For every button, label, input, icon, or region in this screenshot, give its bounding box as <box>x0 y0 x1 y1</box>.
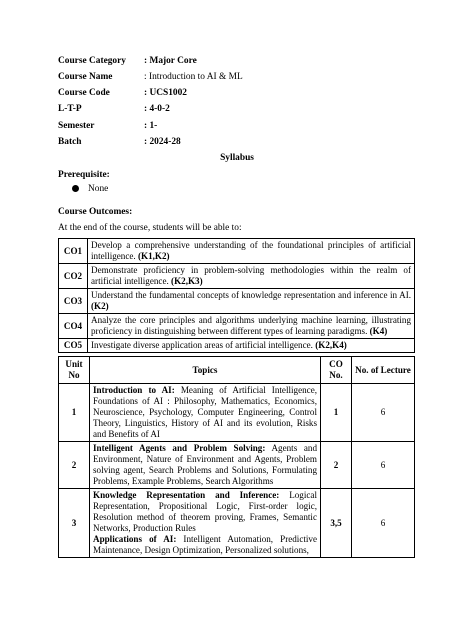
course-info-label: Semester <box>58 121 95 131</box>
course-info-value: : 4-0-2 <box>144 104 170 114</box>
knowledge-level-tag: (K1,K2) <box>137 251 170 261</box>
unit-number: 1 <box>59 384 90 442</box>
topic-description <box>90 489 321 558</box>
knowledge-level-tag: (K4) <box>369 326 388 336</box>
course-outcomes-table <box>58 238 415 353</box>
course-outcomes-intro: At the end of the course, students will be able to: <box>58 223 242 233</box>
unit-number: 2 <box>59 442 90 489</box>
topic-body: Meaning of Artificial Intelligence, Foundations of AI : Philosophy, Mathematics, Economics, Neuroscience, Psychology, Computer Engineering, Control Theory, Linguistics, History of AI and its evolution, Risks and Benefits of AI <box>93 385 317 439</box>
course-outcome-row <box>59 314 415 339</box>
topic-description <box>90 384 321 442</box>
co-no-header: CO No. <box>321 357 352 384</box>
topic-title: Applications of AI: <box>93 534 177 544</box>
course-outcome-text <box>88 314 415 339</box>
course-info-value: : Major Core <box>144 56 197 66</box>
course-outcome-row <box>59 289 415 314</box>
prerequisite-heading: Prerequisite: <box>58 170 110 180</box>
course-outcome-row <box>59 264 415 289</box>
co-number: 2 <box>321 442 352 489</box>
course-outcome-text <box>88 289 415 314</box>
topic-description <box>90 442 321 489</box>
unit-number: 3 <box>59 489 90 558</box>
course-outcome-text <box>88 264 415 289</box>
course-outcome-row <box>59 339 415 353</box>
course-outcome-id: CO3 <box>59 289 88 314</box>
topic-row <box>59 384 415 442</box>
prerequisite-item <box>72 184 108 194</box>
lecture-count: 6 <box>352 489 415 558</box>
topic-body: Agents and Environment, Nature of Environment and Agents, Problem solving agent, Search Problems and Solutions, Formulating Problems, Example Problems, Search Algorithms <box>93 443 317 486</box>
topic-title: Introduction to AI: <box>93 385 175 395</box>
lecture-count: 6 <box>352 442 415 489</box>
course-info-label: Course Name <box>58 72 113 82</box>
course-outcome-text <box>88 239 415 264</box>
knowledge-level-tag: (K2,K4) <box>315 340 347 350</box>
topic-body: Intelligent Automation, Predictive Maintenance, Design Optimization, Personalized solutions, <box>93 534 317 555</box>
course-info-label: Course Code <box>58 88 110 98</box>
course-info-label: L-T-P <box>58 104 82 114</box>
topics-header: Topics <box>90 357 321 384</box>
course-outcome-row <box>59 239 415 264</box>
course-outcome-id: CO1 <box>59 239 88 264</box>
syllabus-heading: Syllabus <box>220 153 254 163</box>
topic-block <box>93 443 317 487</box>
topics-table <box>58 356 415 558</box>
course-outcome-text <box>88 339 415 353</box>
prerequisite-item-text: None <box>88 184 109 194</box>
topic-block <box>93 534 317 556</box>
no-of-lecture-header: No. of Lecture <box>352 357 415 384</box>
unit-no-header: Unit No <box>59 357 90 384</box>
co-number: 1 <box>321 384 352 442</box>
course-info-value: : 1- <box>144 121 158 131</box>
topic-body: Logical Representation, Propositional Logic, First-order logic, Resolution method of theorem proving, Frames, Semantic Networks, Production Rules <box>93 490 317 533</box>
course-info-label: Batch <box>58 137 82 147</box>
knowledge-level-tag: (K2) <box>91 301 109 311</box>
course-outcome-id: CO5 <box>59 339 88 353</box>
topic-title: Knowledge Representation and Inference: <box>93 490 280 500</box>
topic-block <box>93 385 317 440</box>
topic-row <box>59 489 415 558</box>
course-info-value: : Introduction to AI & ML <box>144 72 243 82</box>
course-outcome-description: Develop a comprehensive understanding of the foundational principles of artificial intelligence. <box>91 240 411 261</box>
course-outcome-description: Demonstrate proficiency in problem-solving methodologies within the realm of artificial intelligence. <box>91 265 411 286</box>
course-info-label: Course Category <box>58 56 126 66</box>
lecture-count: 6 <box>352 384 415 442</box>
course-outcome-id: CO2 <box>59 264 88 289</box>
topic-row <box>59 442 415 489</box>
course-outcome-description: Investigate diverse application areas of artificial intelligence. <box>91 340 313 350</box>
topic-block <box>93 490 317 534</box>
course-outcome-description: Understand the fundamental concepts of knowledge representation and inference in AI. <box>91 290 411 300</box>
course-outcome-description: Analyze the core principles and algorithms underlying machine learning, illustrating proficiency in distinguishing between different types of learning paradigms. <box>91 315 411 336</box>
course-info-value: : UCS1002 <box>144 88 187 98</box>
course-info-value: : 2024-28 <box>144 137 181 147</box>
knowledge-level-tag: (K2,K3) <box>171 276 203 286</box>
course-outcome-id: CO4 <box>59 314 88 339</box>
course-outcomes-heading: Course Outcomes: <box>58 207 133 217</box>
bullet-icon <box>72 185 79 192</box>
topic-title: Intelligent Agents and Problem Solving: <box>93 443 266 453</box>
topics-header-row <box>59 357 415 384</box>
co-number: 3,5 <box>321 489 352 558</box>
